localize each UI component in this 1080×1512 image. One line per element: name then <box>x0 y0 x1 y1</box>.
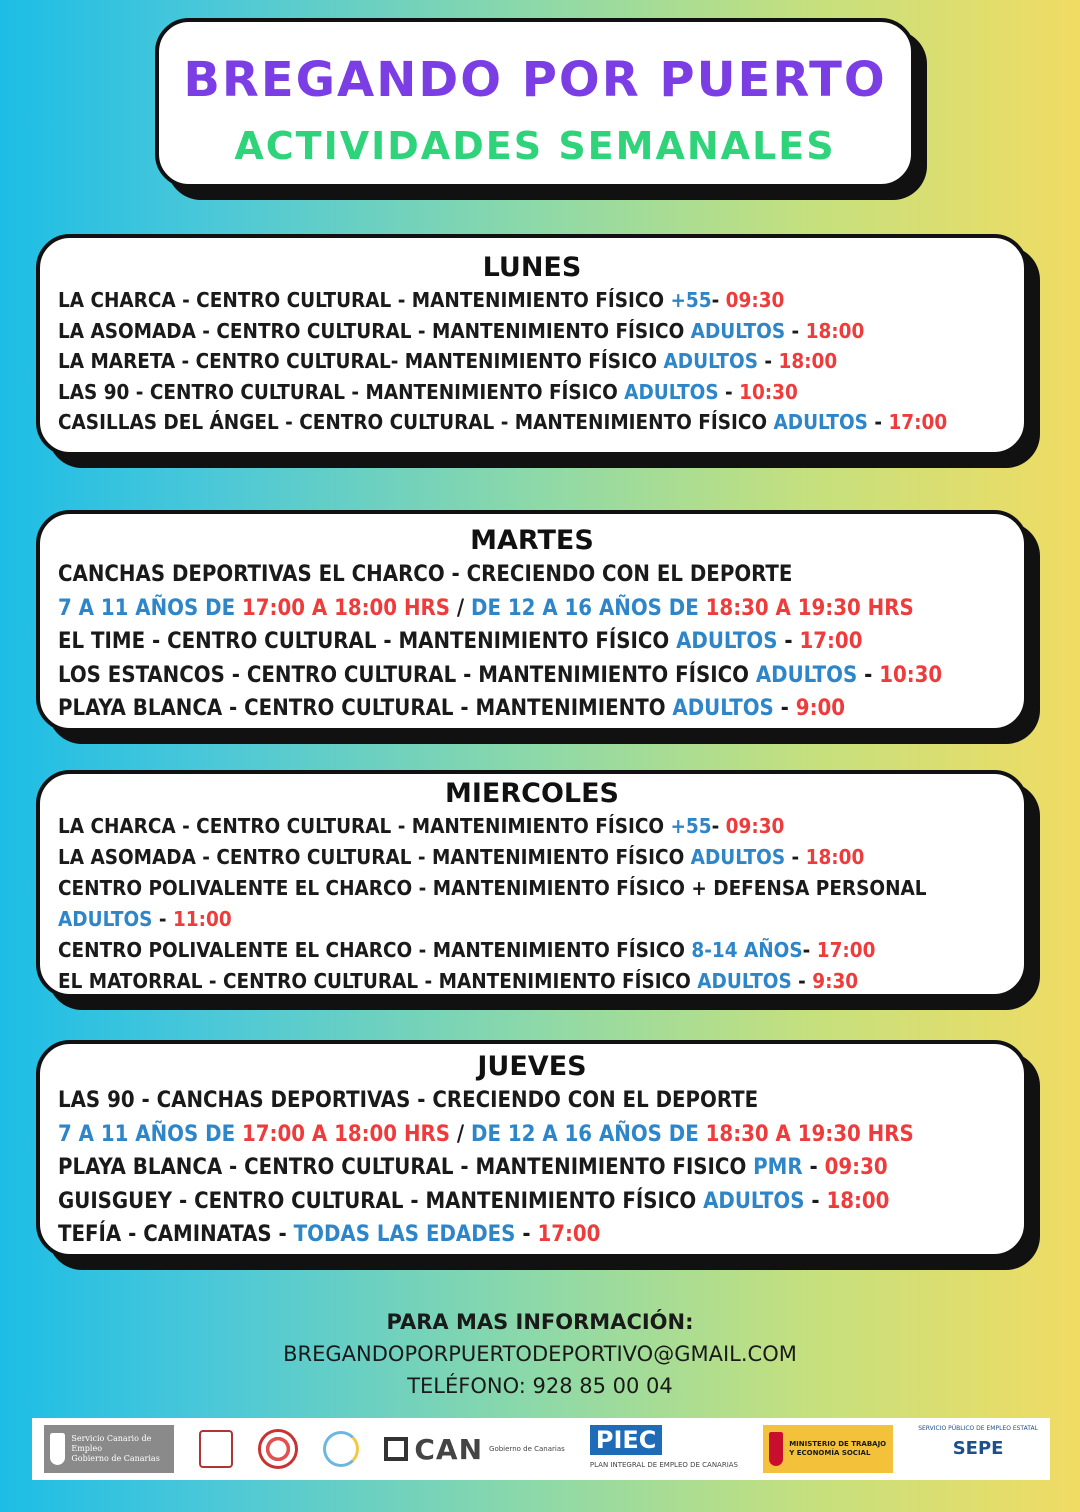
activity-segment: LAS 90 - CANCHAS DEPORTIVAS - CRECIENDO CON EL DEPORTE <box>58 1088 759 1113</box>
activity-segment: - <box>773 696 796 721</box>
activity-segment: 09:30 <box>824 1155 888 1180</box>
activity-segment: - <box>804 1188 827 1214</box>
activity-segment: ADULTOS <box>697 969 792 993</box>
activity-segment: 17:00 <box>816 938 876 962</box>
activity-segment: - <box>718 379 740 404</box>
activity-segment: - <box>785 845 806 869</box>
activity-segment: 7 A 11 AÑOS DE <box>58 595 242 621</box>
activity-segment: CENTRO POLIVALENTE EL CHARCO - MANTENIMIENTO FÍSICO <box>58 938 692 962</box>
activity-segment: EL TIME - CENTRO CULTURAL - MANTENIMIENTO FÍSICO <box>58 629 677 654</box>
activity-segment: 9:00 <box>795 696 846 721</box>
activity-segment: LOS ESTANCOS - CENTRO CULTURAL - MANTENIMIENTO FÍSICO <box>58 662 756 688</box>
activity-segment: ADULTOS <box>755 662 858 688</box>
sepe-logo-subtext: SERVICIO PÚBLICO DE EMPLEO ESTATAL <box>918 1425 1038 1432</box>
activity-segment: 17:00 <box>799 629 863 654</box>
activity-segment: - <box>152 907 173 931</box>
activity-segment: 18:00 <box>805 318 865 343</box>
activity-segment: ADULTOS <box>690 845 786 869</box>
municipal-emblem-logo <box>199 1425 233 1473</box>
can-box-icon <box>384 1437 408 1461</box>
activity-segment: 17:00 <box>537 1222 601 1247</box>
activity-segment: ADULTOS <box>773 410 868 434</box>
info-heading: PARA MAS INFORMACIÓN: <box>386 1310 694 1334</box>
activity-line <box>58 558 1024 592</box>
activity-list <box>40 1084 1024 1252</box>
activity-line <box>58 904 1024 935</box>
activity-segment: / <box>450 1121 472 1147</box>
activity-line <box>58 692 1024 726</box>
activity-segment: TODAS LAS EDADES <box>293 1222 516 1247</box>
activity-segment: CENTRO POLIVALENTE EL CHARCO - MANTENIMIENTO FÍSICO + DEFENSA PERSONAL <box>58 876 927 900</box>
piec-logo <box>590 1425 738 1473</box>
activity-segment: 9:30 <box>812 969 859 993</box>
activity-line <box>58 1151 1024 1185</box>
activity-line <box>58 407 1024 438</box>
activity-segment: ADULTOS <box>58 907 153 931</box>
activity-list <box>40 811 1024 997</box>
activity-segment: DE 12 A 16 AÑOS DE <box>471 1121 706 1147</box>
activity-segment: 18:30 A 19:30 HRS <box>705 595 914 621</box>
activity-segment: CANCHAS DEPORTIVAS EL CHARCO - CRECIENDO CON EL DEPORTE <box>58 562 793 587</box>
title-card <box>155 18 915 188</box>
activity-segment: - <box>711 288 726 312</box>
activity-segment: - <box>802 1155 825 1180</box>
activity-list <box>40 285 1024 438</box>
activity-segment: 17:00 A 18:00 HRS <box>241 595 451 621</box>
gobierno-canarias-text: Gobierno de Canarias <box>489 1444 565 1453</box>
day-title: LUNES <box>482 252 582 283</box>
activity-segment: ADULTOS <box>663 349 758 373</box>
sepe-logo <box>918 1425 1038 1473</box>
ciudades-amigas-logo <box>323 1425 359 1473</box>
sponsor-logo-bar <box>32 1418 1050 1480</box>
activity-segment: / <box>450 595 472 621</box>
page-subtitle: ACTIVIDADES SEMANALES <box>234 124 836 168</box>
day-title: MIERCOLES <box>444 778 619 809</box>
activity-segment: 10:30 <box>879 662 943 688</box>
day-card-martes <box>36 510 1028 732</box>
page-title: BREGANDO POR PUERTO <box>183 52 887 108</box>
activity-line <box>58 1118 1024 1152</box>
spain-shield-icon <box>769 1432 783 1466</box>
activity-line <box>58 842 1024 873</box>
activity-line <box>58 346 1024 377</box>
sce-logo-text: Servicio Canario de Empleo <box>71 1434 152 1453</box>
activity-segment: 09:30 <box>725 814 785 838</box>
canarias-crest-icon <box>50 1433 65 1465</box>
activity-segment: PLAYA BLANCA - CENTRO CULTURAL - MANTENIMIENTO FISICO <box>58 1155 754 1180</box>
can-logo-text: CAN <box>414 1432 484 1466</box>
activity-segment: ADULTOS <box>690 318 786 343</box>
activity-line <box>58 873 1024 904</box>
activity-segment: CASILLAS DEL ÁNGEL - CENTRO CULTURAL - MANTENIMIENTO FÍSICO <box>58 410 774 434</box>
activity-line <box>58 935 1024 966</box>
activity-line <box>58 377 1024 408</box>
ministry-logo-text: MINISTERIO DE TRABAJO Y ECONOMÍA SOCIAL <box>789 1440 887 1457</box>
phone-number: TELÉFONO: 928 85 00 04 <box>407 1374 673 1398</box>
activity-segment: - <box>777 629 800 654</box>
activity-segment: - <box>757 349 779 373</box>
day-card-miercoles <box>36 770 1028 998</box>
activity-segment: ADULTOS <box>676 629 778 654</box>
activity-line <box>58 1218 1024 1252</box>
activity-segment: LA CHARCA - CENTRO CULTURAL - MANTENIMIENTO FÍSICO <box>58 814 671 838</box>
activity-segment: - <box>791 969 813 993</box>
activity-segment: LA CHARCA - CENTRO CULTURAL - MANTENIMIENTO FÍSICO <box>58 288 671 312</box>
activity-segment: - <box>785 318 806 343</box>
email-link[interactable]: BREGANDOPORPUERTODEPORTIVO@GMAIL.COM <box>283 1342 797 1366</box>
activity-line <box>58 592 1024 626</box>
day-title: JUEVES <box>477 1051 587 1082</box>
piec-logo-text: PIEC <box>590 1425 663 1455</box>
municipal-emblem-icon <box>199 1430 233 1468</box>
activity-segment: 10:30 <box>739 379 798 404</box>
activity-segment: 17:00 A 18:00 HRS <box>241 1121 451 1147</box>
activity-segment: ADULTOS <box>703 1188 805 1214</box>
activity-segment: +55 <box>670 288 712 312</box>
activity-segment: 18:30 A 19:30 HRS <box>705 1121 914 1147</box>
can-logo <box>384 1425 564 1473</box>
activity-segment: - <box>857 662 880 688</box>
activity-segment: LA MARETA - CENTRO CULTURAL- MANTENIMIENTO FÍSICO <box>58 349 664 373</box>
activity-segment: 18:00 <box>778 349 838 373</box>
activity-line <box>58 316 1024 347</box>
activity-segment: DE 12 A 16 AÑOS DE <box>471 595 706 621</box>
activity-line <box>58 811 1024 842</box>
sepe-logo-text: SEPE <box>952 1438 1004 1459</box>
ring-icon <box>323 1431 359 1467</box>
sce-logo-subtext: Gobierno de Canarias <box>71 1454 160 1463</box>
activity-segment: PLAYA BLANCA - CENTRO CULTURAL - MANTENIMIENTO <box>58 696 673 721</box>
activity-segment: ADULTOS <box>672 696 774 721</box>
piec-logo-subtext: PLAN INTEGRAL DE EMPLEO DE CANARIAS <box>589 1461 739 1469</box>
activity-segment: - <box>711 814 726 838</box>
sce-logo <box>44 1425 174 1473</box>
day-card-lunes <box>36 234 1028 456</box>
activity-segment: - <box>867 410 889 434</box>
activity-segment: +55 <box>670 814 712 838</box>
activity-segment: LA ASOMADA - CENTRO CULTURAL - MANTENIMIENTO FÍSICO <box>58 318 691 343</box>
activity-segment: - <box>515 1222 538 1247</box>
day-card-jueves <box>36 1040 1028 1258</box>
activity-segment: 18:00 <box>805 845 865 869</box>
activity-line <box>58 1185 1024 1219</box>
activity-line <box>58 625 1024 659</box>
activity-segment: LAS 90 - CENTRO CULTURAL - MANTENIMIENTO FÍSICO <box>58 379 625 404</box>
day-title: MARTES <box>470 525 594 556</box>
ministry-logo <box>763 1425 893 1473</box>
activity-segment: 09:30 <box>725 288 785 312</box>
activity-segment: 18:00 <box>826 1188 890 1214</box>
activity-segment: TEFÍA - CAMINATAS - <box>58 1222 294 1247</box>
activity-segment: 8-14 AÑOS <box>691 938 803 962</box>
activity-line <box>58 285 1024 316</box>
activity-line <box>58 966 1024 997</box>
contact-info <box>0 1306 1080 1402</box>
activity-segment: - <box>802 938 817 962</box>
activity-line <box>58 1084 1024 1118</box>
activity-segment: ADULTOS <box>624 379 719 404</box>
activity-segment: EL MATORRAL - CENTRO CULTURAL - MANTENIMIENTO FÍSICO <box>58 969 698 993</box>
activity-line <box>58 659 1024 693</box>
seal-logo <box>258 1425 298 1473</box>
activity-segment: LA ASOMADA - CENTRO CULTURAL - MANTENIMIENTO FÍSICO <box>58 845 691 869</box>
activity-segment: 17:00 <box>888 410 948 434</box>
activity-segment: 11:00 <box>172 907 232 931</box>
activity-segment: GUISGUEY - CENTRO CULTURAL - MANTENIMIENTO FÍSICO <box>58 1188 704 1214</box>
activity-segment: PMR <box>753 1155 803 1180</box>
seal-icon <box>258 1429 298 1469</box>
activity-segment: 7 A 11 AÑOS DE <box>58 1121 242 1147</box>
activity-list <box>40 558 1024 726</box>
